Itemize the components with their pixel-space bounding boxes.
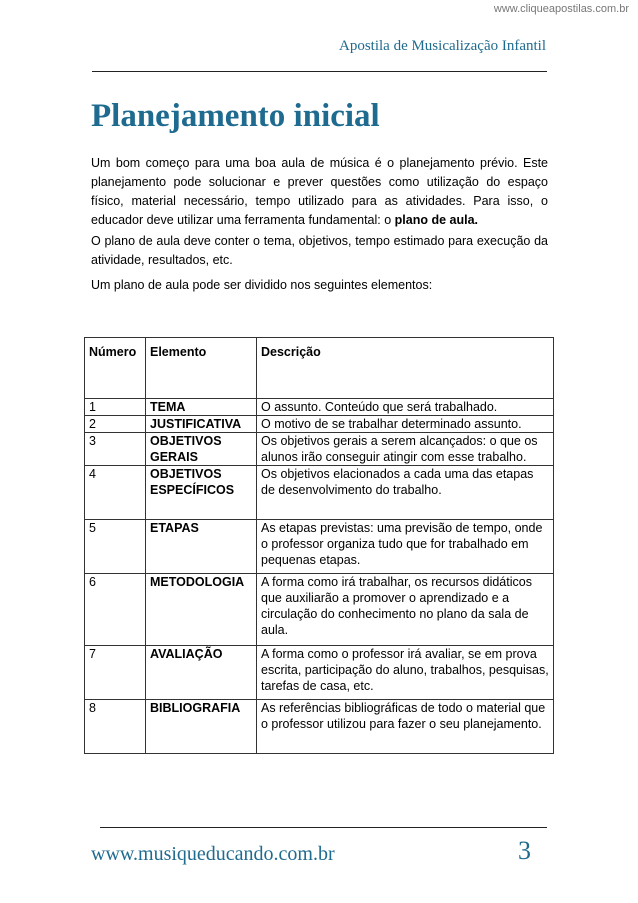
table-row <box>85 416 554 433</box>
footer-rule <box>100 827 547 828</box>
row-description: O assunto. Conteúdo que será trabalhado. <box>257 399 554 416</box>
table-row <box>85 433 554 466</box>
row-number: 3 <box>85 433 146 466</box>
header-title: Apostila de Musicalização Infantil <box>338 38 546 54</box>
row-number: 2 <box>85 416 146 433</box>
content-paragraph: O plano de aula deve conter o tema, objetivos, tempo estimado para execução da atividade, resultados, etc. <box>91 234 548 267</box>
table-row <box>85 574 554 646</box>
table-row <box>85 700 554 754</box>
row-element: OBJETIVOS GERAIS <box>146 433 257 466</box>
row-description: O motivo de se trabalhar determinado assunto. <box>257 416 554 433</box>
row-element: AVALIAÇÃO <box>146 646 257 700</box>
row-description: Os objetivos elacionados a cada uma das etapas de desenvolvimento do trabalho. <box>257 466 554 520</box>
table-row <box>85 520 554 574</box>
intro-text: Um bom começo para uma boa aula de música é o planejamento prévio. Este planejamento pode solucionar e prever questões como utilização do espaço físico, material necessário, tempo utilizado para as atividades. Para isso, o educador deve utilizar uma ferramenta fundamental: o <box>91 156 548 227</box>
row-element: METODOLOGIA <box>146 574 257 646</box>
table-row <box>85 399 554 416</box>
row-number: 1 <box>85 399 146 416</box>
table-row <box>85 646 554 700</box>
row-element: JUSTIFICATIVA <box>146 416 257 433</box>
row-description: As referências bibliográficas de todo o material que o professor utilizou para fazer o seu planejamento. <box>257 700 554 754</box>
row-number: 8 <box>85 700 146 754</box>
page-title: Planejamento inicial <box>91 98 380 134</box>
row-description: A forma como irá trabalhar, os recursos didáticos que auxiliarão a promover o aprendizado e a circulação do conhecimento no plano da sala de aula. <box>257 574 554 646</box>
header-numero: Número <box>85 338 146 399</box>
row-number: 6 <box>85 574 146 646</box>
row-number: 7 <box>85 646 146 700</box>
elements-paragraph: Um plano de aula pode ser dividido nos seguintes elementos: <box>91 278 433 292</box>
row-description: A forma como o professor irá avaliar, se em prova escrita, participação do aluno, trabalhos, pesquisas, tarefas de casa, etc. <box>257 646 554 700</box>
header-elemento: Elemento <box>146 338 257 399</box>
header-rule <box>92 71 547 72</box>
lesson-plan-term: plano de aula. <box>394 213 479 227</box>
row-number: 5 <box>85 520 146 574</box>
row-description: As etapas previstas: uma previsão de tempo, onde o professor organiza tudo que for trabalhado em pequenas etapas. <box>257 520 554 574</box>
row-element: ETAPAS <box>146 520 257 574</box>
footer-url[interactable]: www.musiqueducando.com.br <box>91 843 335 865</box>
lesson-plan-table <box>84 337 554 754</box>
row-description: Os objetivos gerais a serem alcançados: o que os alunos irão conseguir atingir com esse trabalho. <box>257 433 554 466</box>
table-row <box>85 466 554 520</box>
row-number: 4 <box>85 466 146 520</box>
table-header-row <box>85 338 554 399</box>
row-element: BIBLIOGRAFIA <box>146 700 257 754</box>
header-descricao: Descrição <box>257 338 554 399</box>
row-element: TEMA <box>146 399 257 416</box>
row-element: OBJETIVOS ESPECÍFICOS <box>146 466 257 520</box>
intro-paragraph <box>91 154 548 230</box>
watermark: www.cliqueapostilas.com.br <box>493 3 629 15</box>
page-number: 3 <box>518 836 531 865</box>
